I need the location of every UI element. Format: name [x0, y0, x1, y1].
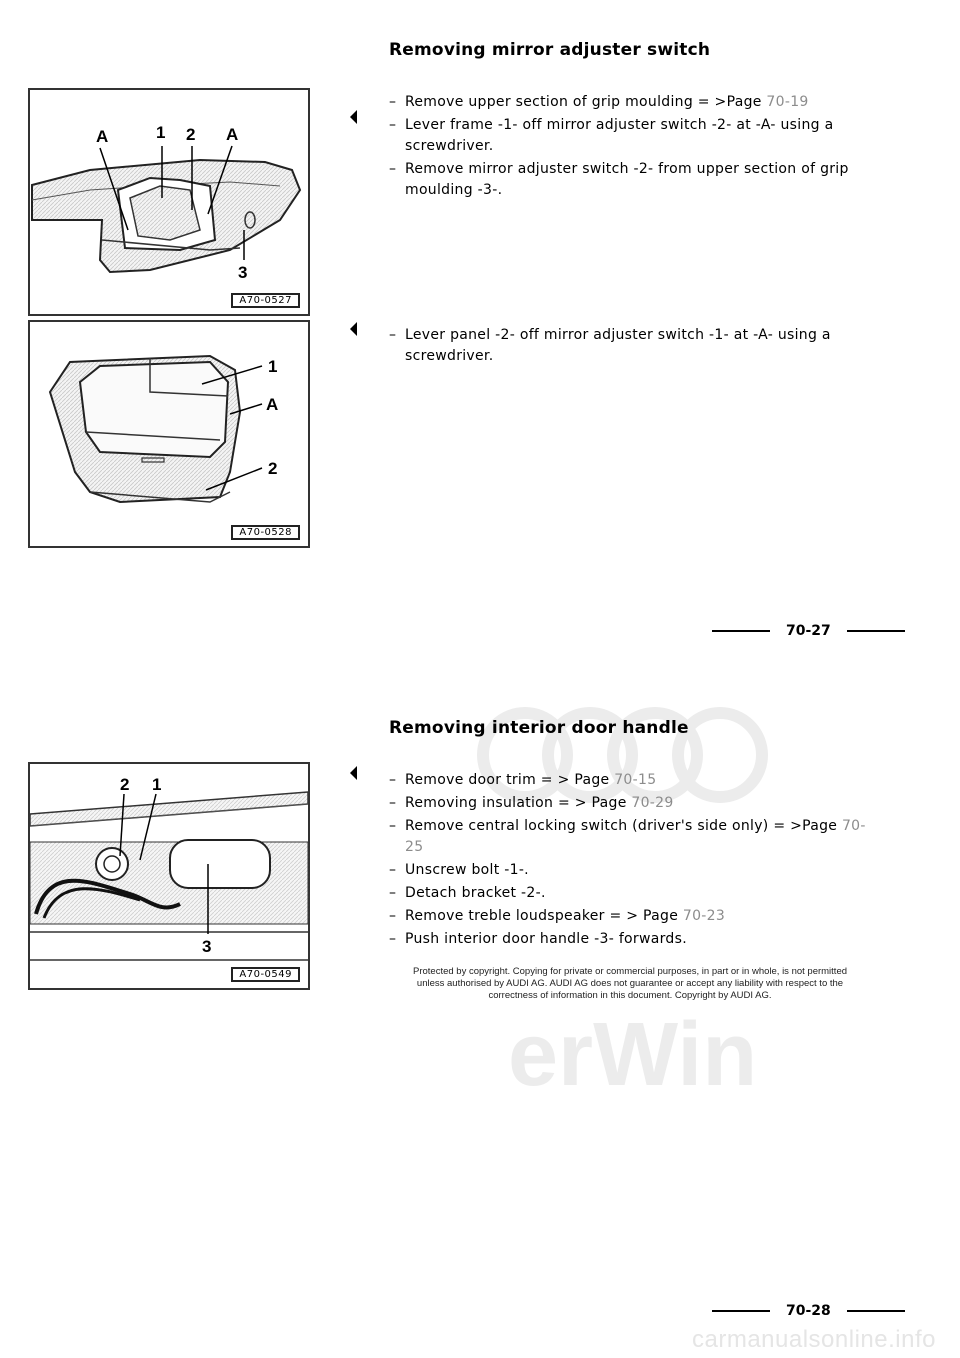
site-footer-watermark[interactable]: carmanualsonline.info — [692, 1326, 936, 1353]
figure1-label-1: 1 — [156, 123, 166, 142]
figure3-code: A70-0549 — [231, 967, 300, 982]
step-item: – Remove central locking switch (driver's side only) = >Page 70-25 — [389, 818, 866, 855]
page-number-70-28: 70-28 — [712, 1303, 905, 1319]
section-title-door-handle: Removing interior door handle — [389, 718, 689, 738]
figure2-label-1: 1 — [268, 357, 278, 376]
figure-mirror-switch-panel — [28, 320, 310, 548]
figure3-label-2: 2 — [120, 775, 130, 794]
figure2-label-2: 2 — [268, 459, 278, 478]
figure1-label-a-left: A — [96, 127, 109, 146]
illustration-grip-moulding — [30, 90, 308, 314]
figure1-label-2: 2 — [186, 125, 196, 144]
step-item: – Remove treble loudspeaker = > Page 70-23 — [389, 908, 726, 924]
door-handle-steps — [389, 770, 869, 952]
figure3-label-1: 1 — [152, 775, 162, 794]
step-item: – Unscrew bolt -1-. — [389, 862, 529, 878]
page-reference-link[interactable]: 70-19 — [766, 94, 809, 110]
figure1-code: A70-0527 — [231, 293, 300, 308]
copyright-notice: Protected by copyright. Copying for private or commercial purposes, in part or in whole, is not permitted unless authorised by AUDI AG. AUDI AG does not guarantee or accept any liability with respect to the correctness of information in this document. Copyright by AUDI AG. — [412, 966, 848, 1001]
pointer-arrow-icon — [350, 766, 357, 780]
step-item: – Push interior door handle -3- forwards. — [389, 931, 687, 947]
page-reference-link[interactable]: 70-15 — [614, 772, 657, 788]
figure1-label-a-right: A — [226, 125, 239, 144]
illustration-door-interior — [30, 764, 308, 988]
page-reference-link[interactable]: 70-29 — [631, 795, 674, 811]
step-item: – Remove upper section of grip moulding = >Page 70-19 — [389, 94, 809, 110]
step-item: – Removing insulation = > Page 70-29 — [389, 795, 674, 811]
step-item: – Remove mirror adjuster switch -2- from upper section of grip moulding -3-. — [389, 161, 849, 198]
illustration-adjuster-switch — [30, 322, 308, 546]
figure2-label-a: A — [266, 395, 279, 414]
section-title-mirror-switch: Removing mirror adjuster switch — [389, 40, 711, 60]
figure3-label-3: 3 — [202, 937, 212, 956]
watermark-text: erWin — [508, 1005, 758, 1105]
step-item: – Detach bracket -2-. — [389, 885, 546, 901]
pointer-arrow-icon — [350, 322, 357, 336]
page-number-70-27: 70-27 — [712, 623, 905, 639]
pointer-arrow-icon — [350, 110, 357, 124]
page-reference-link[interactable]: 70-25 — [405, 818, 866, 855]
figure1-label-3: 3 — [238, 263, 248, 282]
panel-steps — [389, 325, 869, 369]
step-item: – Lever panel -2- off mirror adjuster switch -1- at -A- using a screwdriver. — [389, 327, 831, 364]
step-item: – Remove door trim = > Page 70-15 — [389, 772, 657, 788]
figure2-code: A70-0528 — [231, 525, 300, 540]
step-item: – Lever frame -1- off mirror adjuster switch -2- at -A- using a screwdriver. — [389, 117, 834, 154]
figure-interior-door-handle — [28, 762, 310, 990]
page-reference-link[interactable]: 70-23 — [682, 908, 726, 924]
mirror-switch-steps — [389, 92, 869, 203]
figure-mirror-switch-frame — [28, 88, 310, 316]
